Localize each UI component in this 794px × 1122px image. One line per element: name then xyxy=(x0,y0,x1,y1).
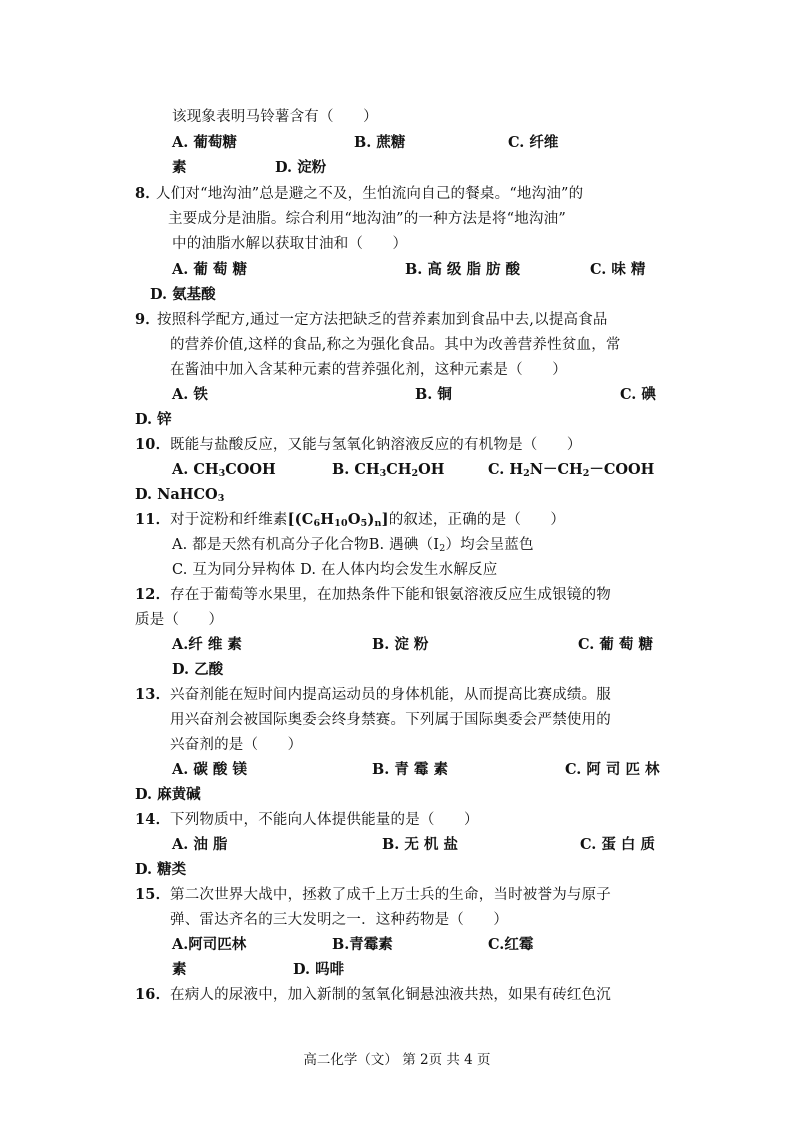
q11-options-row-1 xyxy=(172,535,534,555)
q13-option-d[interactable]: D. 麻黄碱 xyxy=(135,786,201,803)
q8-number: 8． xyxy=(135,185,160,202)
q16-number: 16． xyxy=(135,986,171,1003)
q9-option-a[interactable]: A. 铁 xyxy=(172,386,208,403)
q8-option-a[interactable]: A. 葡 萄 糖 xyxy=(172,261,247,278)
q10-option-d[interactable]: D. NaHCO$_3$ xyxy=(135,486,225,504)
q12-stem-line-2: 质是（ ） xyxy=(135,612,224,628)
q10-stem: 既能与盐酸反应，又能与氢氧化钠溶液反应的有机物是（ ） xyxy=(170,437,582,453)
q13-option-a[interactable]: A. 碳 酸 镁 xyxy=(172,761,247,778)
q9-option-d[interactable]: D. 锌 xyxy=(135,411,172,428)
q14-option-b[interactable]: B. 无 机 盐 xyxy=(382,836,458,853)
q9-number: 9． xyxy=(135,311,160,328)
q8-option-d[interactable]: D. 氨基酸 xyxy=(150,286,216,303)
q12-stem-line-1: 存在于葡萄等水果里，在加热条件下能和银氨溶液反应生成银镜的物 xyxy=(170,587,611,603)
q15-stem-line-2: 弹、雷达齐名的三大发明之一．这种药物是（ ） xyxy=(170,912,509,928)
q13-stem-line-1: 兴奋剂能在短时间内提高运动员的身体机能，从而提高比赛成绩。服 xyxy=(170,687,611,703)
q9-stem-line-1: 按照科学配方,通过一定方法把缺乏的营养素加到食品中去,以提高食品 xyxy=(157,312,608,328)
q8-option-c[interactable]: C. 味 精 xyxy=(590,261,646,278)
q9-option-c[interactable]: C. 碘 xyxy=(620,386,656,403)
q14-number: 14． xyxy=(135,811,171,828)
q14-stem: 下列物质中，不能向人体提供能量的是（ ） xyxy=(170,812,479,828)
q9-stem-line-2: 的营养价值,这样的食品,称之为强化食品。其中为改善营养性贫血，常 xyxy=(170,337,621,353)
q7-option-d[interactable]: D. 淀粉 xyxy=(275,159,327,176)
page-footer: 高二化学（文） 第 2页 共 4 页 xyxy=(303,1052,491,1068)
q7-option-a[interactable]: A. 葡萄糖 xyxy=(172,134,237,151)
q11-option-a[interactable]: A. 都是天然有机高分子化合物 xyxy=(172,537,369,553)
q15-option-b[interactable]: B.青霉素 xyxy=(332,936,393,953)
q7-option-c-wrap: 素 xyxy=(172,159,187,176)
q9-option-b[interactable]: B. 铜 xyxy=(415,386,452,403)
q11-stem: 对于淀粉和纤维素$[(C_6H_{10}O_5)_n]$的叙述，正确的是（ ） xyxy=(170,511,566,529)
q10-number: 10． xyxy=(135,436,171,453)
q7-option-c[interactable]: C. 纤维 xyxy=(508,134,559,151)
q14-option-c[interactable]: C. 蛋 白 质 xyxy=(580,836,655,853)
q10-option-a[interactable]: A. $CH_3COOH$ xyxy=(172,461,276,479)
q11-number: 11． xyxy=(135,511,171,528)
q13-stem-line-2: 用兴奋剂会被国际奥委会终身禁赛。下列属于国际奥委会严禁使用的 xyxy=(170,712,611,728)
q14-option-a[interactable]: A. 油 脂 xyxy=(172,836,228,853)
q9-stem-line-3: 在酱油中加入含某种元素的营养强化剂，这种元素是（ ） xyxy=(170,362,567,378)
q15-option-c-wrap: 素 xyxy=(172,961,187,978)
q15-stem-line-1: 第二次世界大战中，拯救了成千上万士兵的生命，当时被誉为与原子 xyxy=(170,887,611,903)
q11-option-d[interactable]: D. 在人体内均会发生水解反应 xyxy=(300,562,498,578)
q12-option-a[interactable]: A.纤 维 素 xyxy=(172,636,242,653)
q12-number: 12． xyxy=(135,586,171,603)
q8-stem-line-3: 中的油脂水解以获取甘油和（ ） xyxy=(172,236,408,252)
q13-stem-line-3: 兴奋剂的是（ ） xyxy=(170,737,303,753)
q13-option-c[interactable]: C. 阿 司 匹 林 xyxy=(565,761,660,778)
q11-options-row-2 xyxy=(172,560,497,580)
q10-option-b[interactable]: B. $CH_3CH_2OH$ xyxy=(332,461,445,479)
q15-number: 15． xyxy=(135,886,171,903)
q8-stem-line-1: 人们对“地沟油”总是避之不及，生怕流向自己的餐桌。“地沟油”的 xyxy=(156,186,584,202)
q11-option-b[interactable]: B. 遇碘$(I_2)$均会呈蓝色 xyxy=(368,537,534,554)
q14-option-d[interactable]: D. 糖类 xyxy=(135,861,187,878)
q15-option-d[interactable]: D. 吗啡 xyxy=(293,961,345,978)
q12-option-c[interactable]: C. 葡 萄 糖 xyxy=(578,636,653,653)
q15-option-a[interactable]: A.阿司匹林 xyxy=(172,936,247,953)
q12-option-b[interactable]: B. 淀 粉 xyxy=(372,636,429,653)
q13-number: 13． xyxy=(135,686,171,703)
q10-option-c[interactable]: C. $H_2N-CH_2-COOH$ xyxy=(488,461,655,479)
q7-stem-continuation: 该现象表明马铃薯含有（ ） xyxy=(172,109,378,125)
q15-option-c[interactable]: C.红霉 xyxy=(488,936,534,953)
q12-option-d[interactable]: D. 乙酸 xyxy=(172,661,224,678)
q16-stem-line-1: 在病人的尿液中，加入新制的氢氧化铜悬浊液共热，如果有砖红色沉 xyxy=(170,987,611,1003)
q13-option-b[interactable]: B. 青 霉 素 xyxy=(372,761,448,778)
q7-option-b[interactable]: B. 蔗糖 xyxy=(354,134,406,151)
q8-option-b[interactable]: B. 高 级 脂 肪 酸 xyxy=(405,261,521,278)
q8-stem-line-2: 主要成分是油脂。综合利用“地沟油”的一种方法是将“地沟油” xyxy=(168,211,566,227)
q11-option-c[interactable]: C. 互为同分异构体 xyxy=(172,562,296,578)
